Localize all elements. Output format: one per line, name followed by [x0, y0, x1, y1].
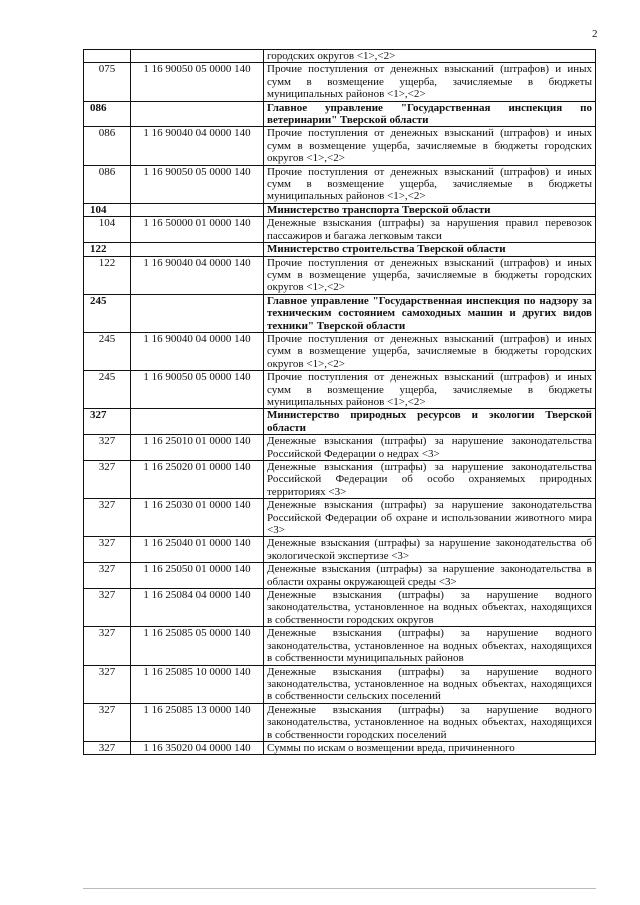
- admin-code-cell: 086: [84, 165, 131, 203]
- revenue-code-cell: 1 16 90040 04 0000 140: [131, 127, 264, 165]
- revenue-code-cell: 1 16 50000 01 0000 140: [131, 217, 264, 243]
- revenue-code-cell: 1 16 25085 13 0000 140: [131, 703, 264, 741]
- table-row-department: [84, 101, 596, 127]
- description-cell: Денежные взыскания (штрафы) за нарушение водного законодательства, установленное на водных объектах, находящихся в собственности муниципальных районов: [264, 627, 596, 665]
- table-row: [84, 627, 596, 665]
- description-cell: Денежные взыскания (штрафы) за нарушение водного законодательства, установленное на водных объектах, находящихся в собственности городских поселений: [264, 703, 596, 741]
- revenue-code-cell: 1 16 90040 04 0000 140: [131, 256, 264, 294]
- description-cell: Денежные взыскания (штрафы) за нарушение законодательства об экологической экспертизе <3>: [264, 537, 596, 563]
- revenue-code-cell: [131, 294, 264, 332]
- table-row-department: [84, 243, 596, 256]
- revenue-code-cell: [131, 243, 264, 256]
- description-cell: Суммы по искам о возмещении вреда, причиненного: [264, 741, 596, 754]
- description-cell: Главное управление "Государственная инспекция по ветеринарии" Тверской области: [264, 101, 596, 127]
- admin-code-cell: 327: [84, 435, 131, 461]
- revenue-code-cell: 1 16 90050 05 0000 140: [131, 371, 264, 409]
- table-row: [84, 63, 596, 101]
- description-cell: Главное управление "Государственная инспекция по надзору за техническим состоянием самоходных машин и других видов техники" Тверской области: [264, 294, 596, 332]
- table-row: [84, 461, 596, 499]
- admin-code-cell: 327: [84, 703, 131, 741]
- table-row: [84, 435, 596, 461]
- admin-code-cell: 122: [84, 243, 131, 256]
- revenue-code-cell: 1 16 25085 05 0000 140: [131, 627, 264, 665]
- description-cell: Денежные взыскания (штрафы) за нарушение законодательства в области охраны окружающей среды <3>: [264, 563, 596, 589]
- description-cell: Денежные взыскания (штрафы) за нарушение водного законодательства, установленное на водных объектах, находящихся в собственности сельских поселений: [264, 665, 596, 703]
- table-row-department: [84, 409, 596, 435]
- table-row: [84, 589, 596, 627]
- description-cell: Прочие поступления от денежных взысканий (штрафов) и иных сумм в возмещение ущерба, зачисляемые в бюджеты муниципальных районов <1>,<2>: [264, 165, 596, 203]
- table-row: [84, 50, 596, 63]
- admin-code-cell: 327: [84, 409, 131, 435]
- admin-code-cell: 245: [84, 332, 131, 370]
- admin-code-cell: 327: [84, 461, 131, 499]
- table-row: [84, 665, 596, 703]
- table-row-department: [84, 203, 596, 216]
- admin-code-cell: 327: [84, 627, 131, 665]
- admin-code-cell: 104: [84, 203, 131, 216]
- revenue-code-cell: [131, 50, 264, 63]
- table-row: [84, 217, 596, 243]
- table-row: [84, 127, 596, 165]
- description-cell: Денежные взыскания (штрафы) за нарушение законодательства Российской Федерации об особо охраняемых природных территориях <3>: [264, 461, 596, 499]
- description-cell: Прочие поступления от денежных взысканий (штрафов) и иных сумм в возмещение ущерба, зачисляемые в бюджеты городских округов <1>,<2>: [264, 332, 596, 370]
- table-row: [84, 499, 596, 537]
- revenue-code-cell: [131, 409, 264, 435]
- admin-code-cell: 327: [84, 589, 131, 627]
- table-body: [84, 50, 596, 755]
- description-cell: Прочие поступления от денежных взысканий (штрафов) и иных сумм в возмещение ущерба, зачисляемые в бюджеты городских округов <1>,<2>: [264, 256, 596, 294]
- table-row: [84, 741, 596, 754]
- admin-code-cell: 245: [84, 371, 131, 409]
- admin-code-cell: 327: [84, 741, 131, 754]
- revenue-code-cell: 1 16 25030 01 0000 140: [131, 499, 264, 537]
- table-row: [84, 703, 596, 741]
- table-row: [84, 563, 596, 589]
- description-cell: Министерство природных ресурсов и экологии Тверской области: [264, 409, 596, 435]
- admin-code-cell: 104: [84, 217, 131, 243]
- description-cell: Денежные взыскания (штрафы) за нарушения правил перевозок пассажиров и багажа легковым такси: [264, 217, 596, 243]
- revenue-code-cell: 1 16 25085 10 0000 140: [131, 665, 264, 703]
- admin-code-cell: 327: [84, 563, 131, 589]
- admin-code-cell: 086: [84, 101, 131, 127]
- revenue-codes-table: [83, 49, 596, 755]
- table-row: [84, 371, 596, 409]
- description-cell: Прочие поступления от денежных взысканий (штрафов) и иных сумм в возмещение ущерба, зачисляемые в бюджеты муниципальных районов <1>,<2>: [264, 371, 596, 409]
- description-cell: городских округов <1>,<2>: [264, 50, 596, 63]
- description-cell: Денежные взыскания (штрафы) за нарушение законодательства Российской Федерации о недрах <3>: [264, 435, 596, 461]
- revenue-code-cell: 1 16 25040 01 0000 140: [131, 537, 264, 563]
- table-row: [84, 256, 596, 294]
- table-row-department: [84, 294, 596, 332]
- admin-code-cell: 327: [84, 665, 131, 703]
- admin-code-cell: 327: [84, 537, 131, 563]
- admin-code-cell: 086: [84, 127, 131, 165]
- description-cell: Денежные взыскания (штрафы) за нарушение законодательства Российской Федерации об охране и использовании животного мира <3>: [264, 499, 596, 537]
- admin-code-cell: 075: [84, 63, 131, 101]
- table-row: [84, 332, 596, 370]
- description-cell: Министерство строительства Тверской области: [264, 243, 596, 256]
- description-cell: Прочие поступления от денежных взысканий (штрафов) и иных сумм в возмещение ущерба, зачисляемые в бюджеты городских округов <1>,<2>: [264, 127, 596, 165]
- revenue-code-cell: [131, 203, 264, 216]
- revenue-code-cell: 1 16 25084 04 0000 140: [131, 589, 264, 627]
- admin-code-cell: 327: [84, 499, 131, 537]
- revenue-code-cell: 1 16 90040 04 0000 140: [131, 332, 264, 370]
- admin-code-cell: 122: [84, 256, 131, 294]
- admin-code-cell: [84, 50, 131, 63]
- description-cell: Министерство транспорта Тверской области: [264, 203, 596, 216]
- revenue-code-cell: 1 16 90050 05 0000 140: [131, 165, 264, 203]
- table-row: [84, 537, 596, 563]
- revenue-code-cell: [131, 101, 264, 127]
- admin-code-cell: 245: [84, 294, 131, 332]
- page-number: 2: [592, 28, 598, 40]
- description-cell: Денежные взыскания (штрафы) за нарушение водного законодательства, установленное на водных объектах, находящихся в собственности городских округов: [264, 589, 596, 627]
- description-cell: Прочие поступления от денежных взысканий (штрафов) и иных сумм в возмещение ущерба, зачисляемые в бюджеты муниципальных районов <1>,<2>: [264, 63, 596, 101]
- revenue-code-cell: 1 16 90050 05 0000 140: [131, 63, 264, 101]
- revenue-code-cell: 1 16 25010 01 0000 140: [131, 435, 264, 461]
- page-bottom-rule: [83, 888, 596, 889]
- revenue-code-cell: 1 16 25050 01 0000 140: [131, 563, 264, 589]
- revenue-code-cell: 1 16 25020 01 0000 140: [131, 461, 264, 499]
- table-row: [84, 165, 596, 203]
- revenue-code-cell: 1 16 35020 04 0000 140: [131, 741, 264, 754]
